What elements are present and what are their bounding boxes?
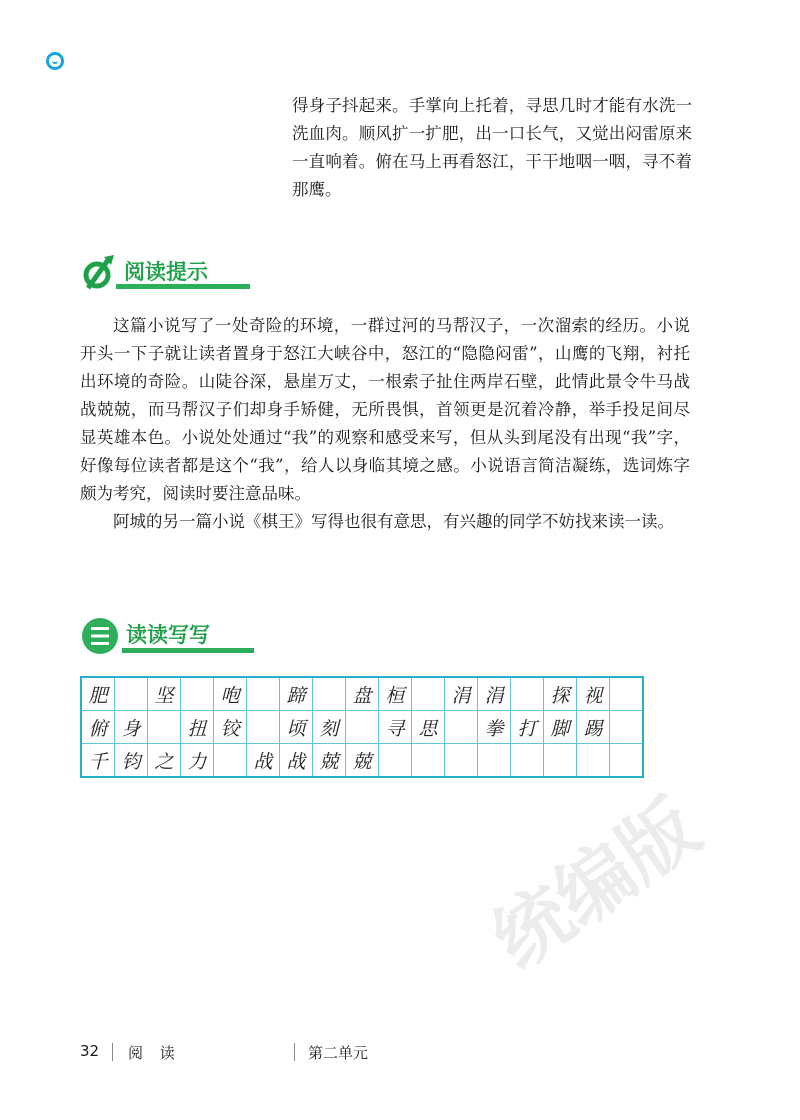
- reading-tip-paragraph: 阿城的另一篇小说《棋王》写得也很有意思，有兴趣的同学不妨找来读一读。: [113, 512, 674, 531]
- grid-cell: 顷: [280, 711, 313, 744]
- grid-cell: [610, 677, 644, 711]
- grid-cell: 千: [81, 744, 115, 778]
- grid-cell: 寻: [379, 711, 412, 744]
- grid-cell: 战: [280, 744, 313, 778]
- grid-cell: 兢: [313, 744, 346, 778]
- grid-cell: [181, 677, 214, 711]
- grid-cell: 涓: [445, 677, 478, 711]
- reading-tip-paragraph: 这篇小说写了一处奇险的环境，一群过河的马帮汉子，一次溜索的经历。小说开头一下子就让读者置身于怒江大峡谷中，怒江的“隐隐闷雷”，山鹰的飞翔，衬托出环境的奇险。山陡谷深，悬崖万丈，一根索子扯住两岸石壁，此情此景令牛马战战兢兢，而马帮汉子们却身手矫健，无所畏惧，首领更是沉着冷静，举手投足间尽显英雄本色。小说处处通过“我”的观察和感受来写，但从头到尾没有出现“我”字，好像每位读者都是这个“我”，给人以身临其境之感。小说语言简洁凝练，选词炼字颇为考究，阅读时要注意品味。: [80, 316, 690, 503]
- grid-cell: 战: [247, 744, 280, 778]
- word-grid: [80, 676, 644, 778]
- grid-cell: 兢: [346, 744, 379, 778]
- reading-tip-icon: [80, 254, 118, 292]
- grid-row: [81, 744, 643, 778]
- grid-cell: [412, 744, 445, 778]
- grid-cell: [148, 711, 181, 744]
- unit-label: 第二单元: [308, 1044, 369, 1062]
- grid-row: [81, 711, 643, 744]
- grid-cell: 拳: [478, 711, 511, 744]
- footer-divider: [112, 1043, 113, 1061]
- footer-divider: [294, 1043, 295, 1061]
- grid-cell: 踢: [577, 711, 610, 744]
- grid-cell: [511, 677, 544, 711]
- grid-cell: [346, 711, 379, 744]
- grid-cell: 打: [511, 711, 544, 744]
- grid-cell: [610, 711, 644, 744]
- practice-icon: [80, 616, 120, 656]
- section-label: 阅 读: [128, 1044, 181, 1062]
- grid-cell: 思: [412, 711, 445, 744]
- grid-cell: [214, 744, 247, 778]
- grid-cell: [511, 744, 544, 778]
- grid-cell: 坚: [148, 677, 181, 711]
- grid-cell: [445, 711, 478, 744]
- grid-cell: [115, 677, 148, 711]
- story-continuation: [292, 92, 692, 204]
- grid-cell: 蹄: [280, 677, 313, 711]
- grid-cell: [478, 744, 511, 778]
- grid-cell: 视: [577, 677, 610, 711]
- grid-cell: 刻: [313, 711, 346, 744]
- grid-cell: 俯: [81, 711, 115, 744]
- grid-cell: 钧: [115, 744, 148, 778]
- face-icon: [46, 52, 64, 70]
- grid-cell: [412, 677, 445, 711]
- grid-cell: [379, 744, 412, 778]
- grid-cell: 扭: [181, 711, 214, 744]
- grid-cell: [610, 744, 644, 778]
- practice-heading: [80, 616, 210, 656]
- practice-underline: [122, 648, 254, 653]
- watermark: 统编版: [476, 782, 715, 986]
- grid-cell: 脚: [544, 711, 577, 744]
- grid-cell: [247, 711, 280, 744]
- grid-cell: 涓: [478, 677, 511, 711]
- grid-cell: 铰: [214, 711, 247, 744]
- grid-cell: [445, 744, 478, 778]
- practice-title: 读读写写: [126, 623, 210, 647]
- reading-tip-heading: [80, 254, 208, 292]
- grid-cell: [313, 677, 346, 711]
- reading-tip-body: [80, 312, 690, 536]
- grid-cell: 桓: [379, 677, 412, 711]
- grid-cell: [577, 744, 610, 778]
- reading-tip-underline: [116, 284, 250, 289]
- page-number: 32: [80, 1042, 100, 1060]
- continuation-paragraph: 得身子抖起来。手掌向上托着，寻思几时才能有水洗一洗血肉。顺风扩一扩肥，出一口长气，又觉出闷雷原来一直响着。俯在马上再看怒江，干干地咽一咽，寻不着那鹰。: [292, 96, 692, 199]
- grid-cell: [544, 744, 577, 778]
- grid-cell: 力: [181, 744, 214, 778]
- grid-cell: 之: [148, 744, 181, 778]
- reading-tip-title: 阅读提示: [124, 260, 208, 284]
- grid-cell: 身: [115, 711, 148, 744]
- grid-cell: [247, 677, 280, 711]
- grid-cell: 咆: [214, 677, 247, 711]
- grid-cell: 肥: [81, 677, 115, 711]
- grid-cell: 探: [544, 677, 577, 711]
- grid-cell: 盘: [346, 677, 379, 711]
- grid-row: [81, 677, 643, 711]
